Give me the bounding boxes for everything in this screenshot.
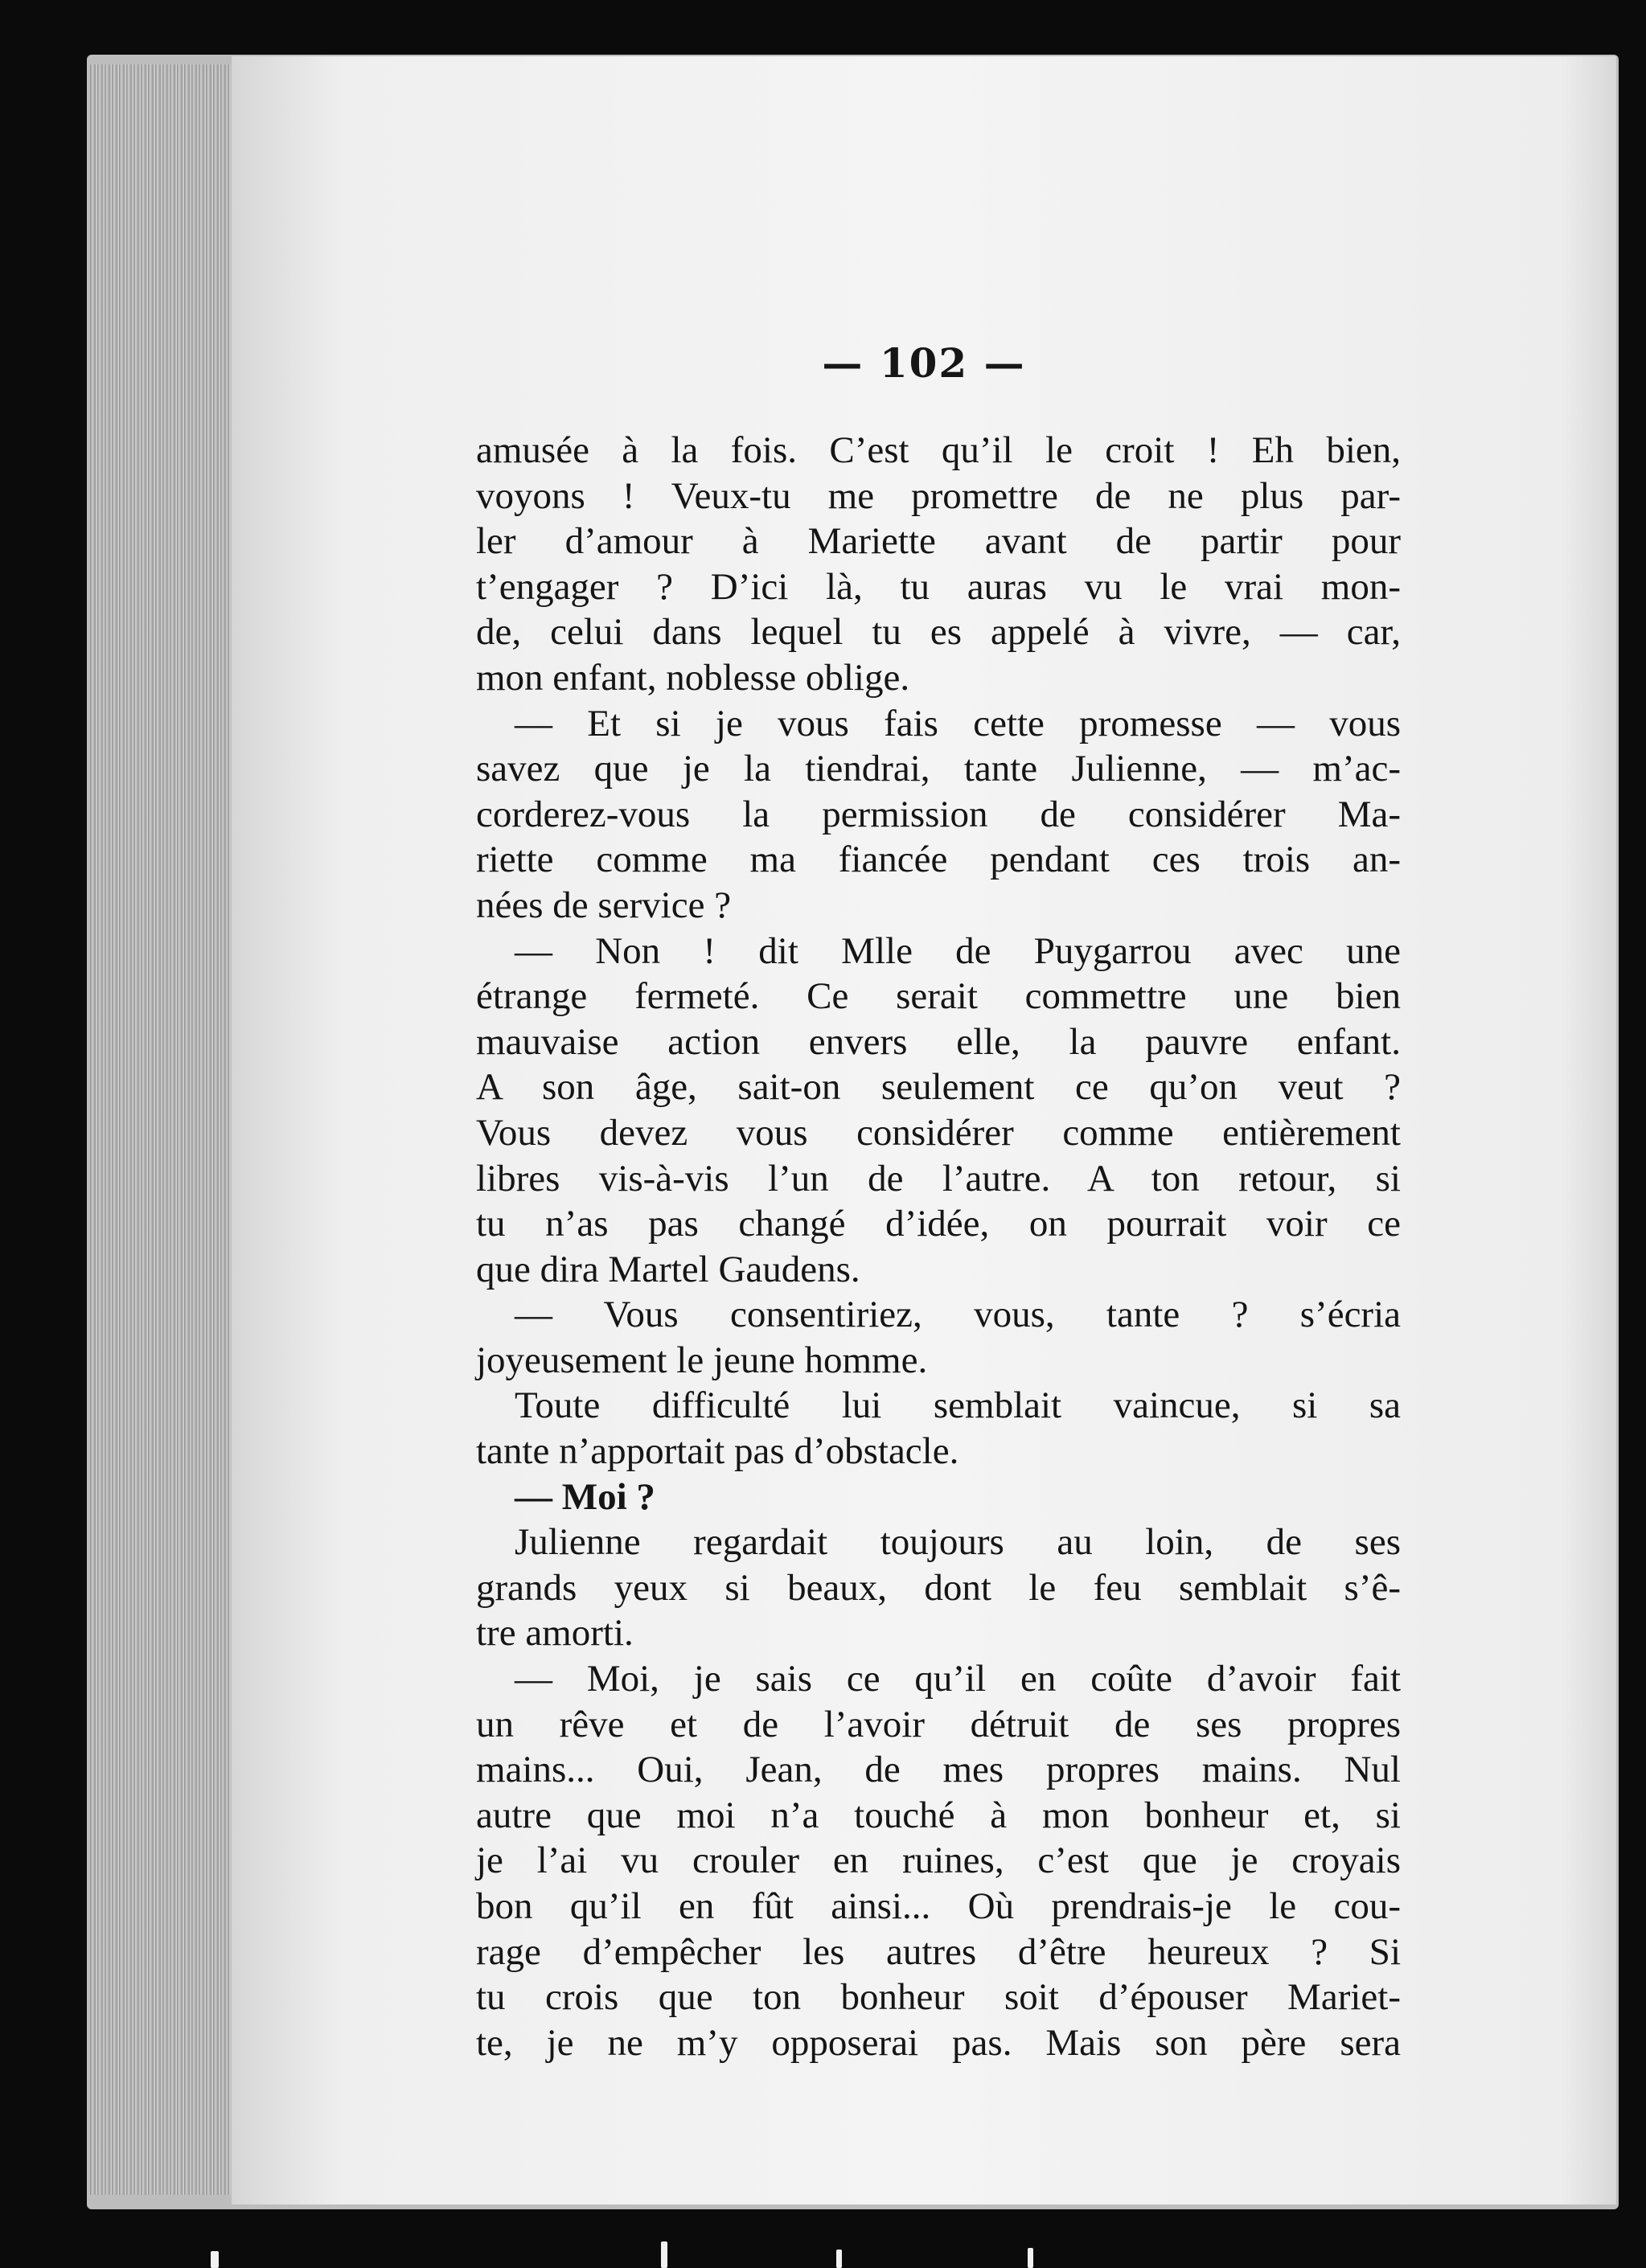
text-line: joyeusement le jeune homme. <box>476 1339 928 1381</box>
text-line: un rêve et de l’avoir détruit de ses propres <box>476 1703 1401 1745</box>
scan-mark <box>1028 2248 1033 2268</box>
scan-mark <box>836 2250 842 2268</box>
text-line: corderez-vous la permission de considérer Ma- <box>476 793 1401 835</box>
text-line: rage d’empêcher les autres d’être heureux ? Si <box>476 1930 1401 1973</box>
text-line: savez que je la tiendrai, tante Julienne, — m’ac- <box>476 748 1401 790</box>
book-page <box>232 56 1616 2204</box>
text-line: autre que moi n’a touché à mon bonheur et, si <box>476 1794 1401 1836</box>
text-line: mains... Oui, Jean, de mes propres mains. Nul <box>476 1749 1401 1791</box>
text-line: — Vous consentiriez, vous, tante ? s’écria <box>515 1294 1401 1336</box>
text-line: nées de service ? <box>476 884 732 926</box>
text-line: ler d’amour à Mariette avant de partir pour <box>476 520 1401 563</box>
page-number: — 102 — <box>822 339 1026 387</box>
text-line: te, je ne m’y opposerai pas. Mais son père sera <box>476 2021 1401 2064</box>
text-line: mon enfant, noblesse oblige. <box>476 656 910 699</box>
text-line: étrange fermeté. Ce serait commettre une bien <box>476 975 1401 1018</box>
text-line: Toute difficulté lui semblait vaincue, si sa <box>515 1384 1401 1427</box>
text-line: tre amorti. <box>476 1612 634 1655</box>
scan-mark <box>211 2251 219 2268</box>
text-line: tu crois que ton bonheur soit d’épouser Mariet- <box>476 1976 1401 2019</box>
text-line: grands yeux si beaux, dont le feu semblait s’ê- <box>476 1566 1401 1609</box>
text-line: libres vis-à-vis l’un de l’autre. A ton retour, si <box>476 1157 1401 1200</box>
text-line: — Non ! dit Mlle de Puygarrou avec une <box>515 929 1401 972</box>
text-line: tu n’as pas changé d’idée, on pourrait voir ce <box>476 1203 1401 1245</box>
text-line: — Et si je vous fais cette promesse — vous <box>515 702 1401 744</box>
text-line: Vous devez vous considérer comme entièrement <box>476 1111 1401 1154</box>
scan-mark <box>661 2241 667 2268</box>
text-line: — Moi ? <box>515 1475 655 1518</box>
text-line: — Moi, je sais ce qu’il en coûte d’avoir fait <box>515 1658 1401 1700</box>
text-line: riette comme ma fiancée pendant ces trois an- <box>476 839 1401 881</box>
page-edges <box>90 64 231 2195</box>
bottom-scan-marks <box>0 2209 1646 2268</box>
text-line: tante n’apportait pas d’obstacle. <box>476 1430 959 1473</box>
text-line: amusée à la fois. C’est qu’il le croit ! Eh bien, <box>476 429 1401 471</box>
text-line: A son âge, sait-on seulement ce qu’on veut ? <box>476 1066 1401 1109</box>
text-line: Julienne regardait toujours au loin, de ses <box>515 1521 1401 1564</box>
text-line: je l’ai vu crouler en ruines, c’est que je croyais <box>476 1839 1401 1882</box>
text-line: de, celui dans lequel tu es appelé à vivre, — car, <box>476 611 1401 654</box>
text-line: mauvaise action envers elle, la pauvre enfant. <box>476 1020 1401 1063</box>
text-line: t’engager ? D’ici là, tu auras vu le vrai mon- <box>476 565 1401 608</box>
text-line: voyons ! Veux-tu me promettre de ne plus par- <box>476 474 1401 517</box>
body-text <box>476 428 1401 2065</box>
text-line: bon qu’il en fût ainsi... Où prendrais-je le cou- <box>476 1885 1401 1927</box>
text-line: que dira Martel Gaudens. <box>476 1248 860 1290</box>
